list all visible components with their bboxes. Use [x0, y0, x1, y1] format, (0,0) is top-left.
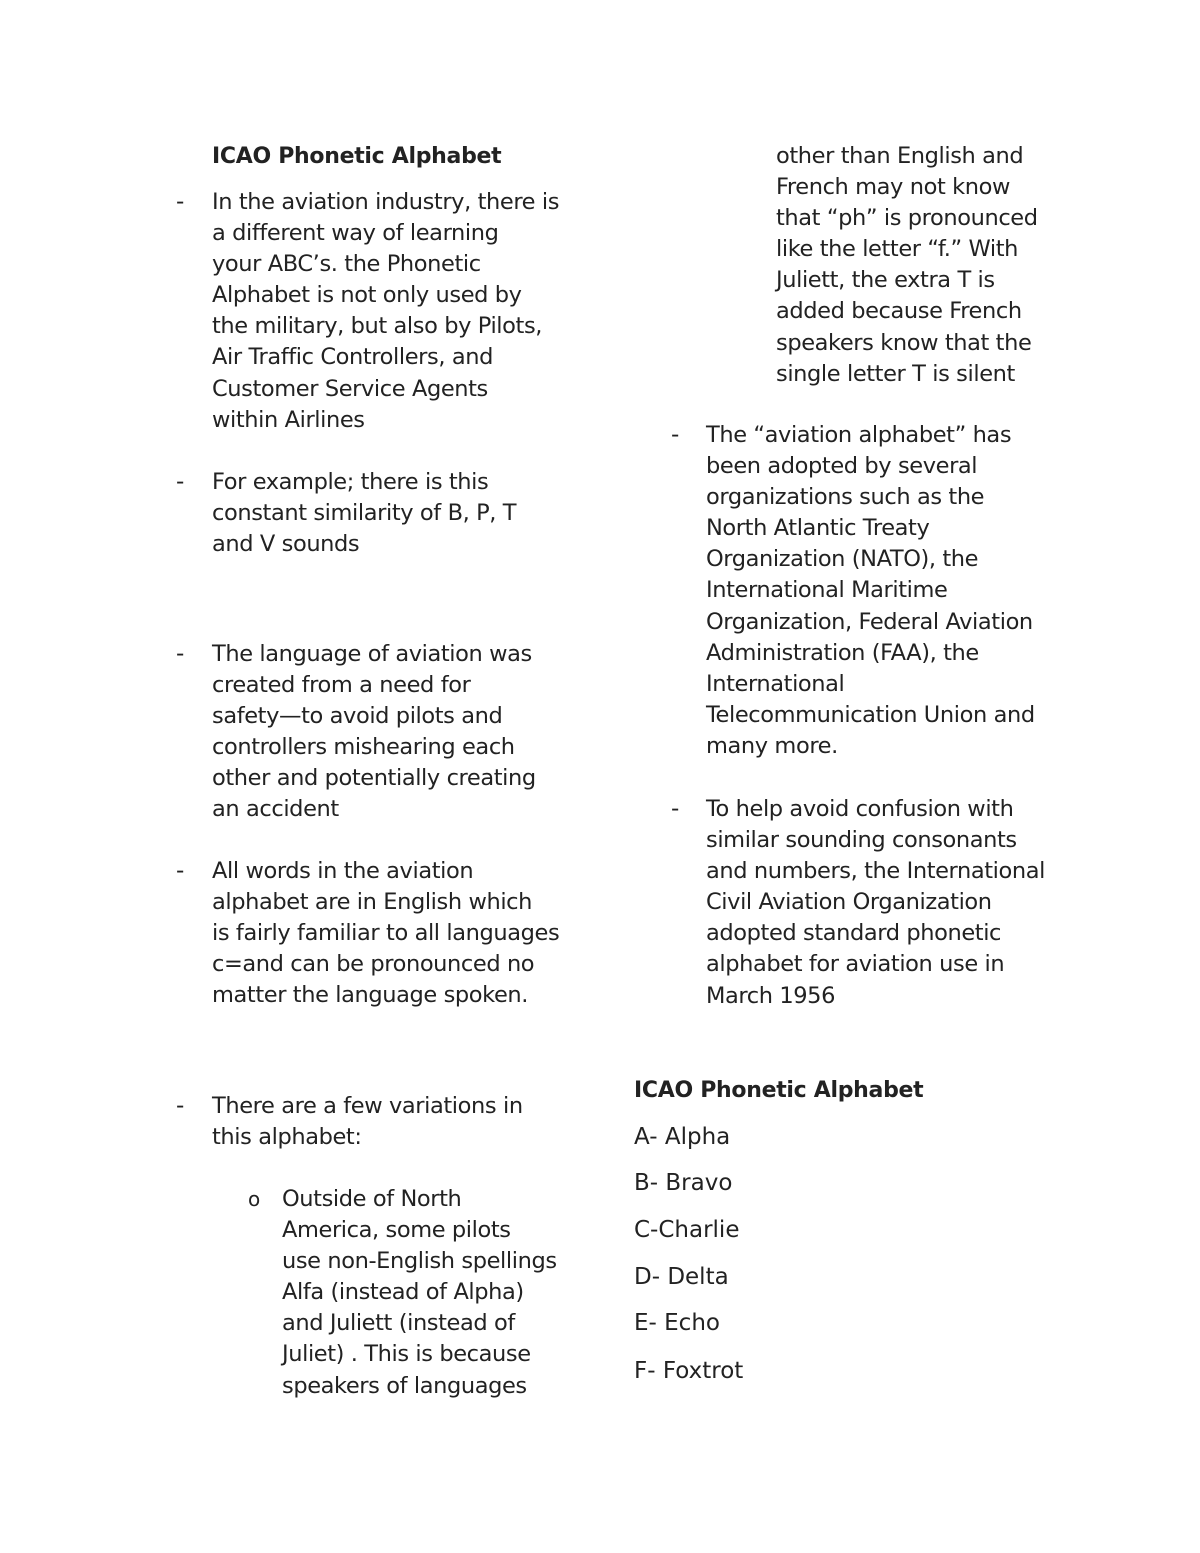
paragraph-line: Organization, Federal Aviation [706, 608, 1033, 635]
bullet-paragraph-variations [212, 1091, 523, 1153]
paragraph-line: added because French [776, 298, 1022, 325]
bullet-dash-marker: - [176, 641, 185, 667]
bullet-dash-marker: - [176, 1093, 185, 1119]
bullet-paragraph-avoid-confusion [706, 794, 1045, 1012]
paragraph-line: an accident [212, 796, 339, 823]
paragraph-line: America, some pilots [282, 1217, 511, 1244]
alphabet-item: F- Foxtrot [634, 1358, 744, 1384]
paragraph-line: Outside of North [282, 1186, 462, 1212]
sub-bullet-marker: o [248, 1187, 261, 1211]
paragraph-line: safety—to avoid pilots and [212, 703, 503, 730]
paragraph-line: Organization (NATO), the [706, 546, 979, 573]
paragraph-line: that “ph” is pronounced [776, 205, 1038, 232]
bullet-paragraph-aviation-industry [212, 187, 559, 436]
paragraph-line: The language of aviation was [212, 641, 532, 667]
bullet-dash-marker: - [671, 796, 680, 822]
paragraph-line: a different way of learning [212, 220, 499, 247]
bullet-paragraph-language-of-aviation [212, 639, 536, 826]
paragraph-line: speakers know that the [776, 329, 1032, 356]
paragraph-line: There are a few variations in [212, 1093, 523, 1119]
paragraph-line: controllers mishearing each [212, 734, 515, 761]
bullet-dash-marker: - [671, 422, 680, 448]
paragraph-line: the military, but also by Pilots, [212, 313, 543, 340]
paragraph-line: other than English and [776, 143, 1024, 169]
paragraph-line: North Atlantic Treaty [706, 515, 930, 542]
paragraph-line: To help avoid confusion with [706, 796, 1014, 822]
paragraph-line: constant similarity of B, P, T [212, 500, 517, 527]
paragraph-line: alphabet are in English which [212, 889, 533, 916]
paragraph-line: Air Traffic Controllers, and [212, 344, 493, 371]
paragraph-line: speakers of languages [282, 1372, 527, 1399]
alphabet-item: E- Echo [634, 1310, 720, 1336]
bullet-dash-marker: - [176, 469, 185, 495]
alphabet-item: A- Alpha [634, 1124, 731, 1150]
bullet-paragraph-all-words [212, 856, 559, 1011]
paragraph-line: Alphabet is not only used by [212, 282, 522, 309]
paragraph-line: this alphabet: [212, 1124, 362, 1151]
paragraph-line: use non-English spellings [282, 1248, 557, 1275]
bullet-dash-marker: - [176, 858, 185, 884]
paragraph-line: Civil Aviation Organization [706, 889, 992, 916]
paragraph-line: and Juliett (instead of [282, 1310, 515, 1337]
paragraph-line: and V sounds [212, 531, 360, 558]
paragraph-line: The “aviation alphabet” has [706, 422, 1012, 448]
sub-bullet-paragraph-spellings [282, 1184, 557, 1402]
paragraph-line: c=and can be pronounced no [212, 951, 535, 978]
paragraph-line: French may not know [776, 174, 1010, 201]
paragraph-line: many more. [706, 732, 838, 759]
paragraph-line: created from a need for [212, 672, 471, 699]
paragraph-line: Juliet) . This is because [282, 1341, 531, 1368]
paragraph-line: All words in the aviation [212, 858, 474, 884]
paragraph-line: Juliett, the extra T is [776, 267, 995, 294]
paragraph-line: like the letter “f.” With [776, 236, 1018, 263]
paragraph-line: is fairly familiar to all languages [212, 920, 560, 947]
alphabet-item: B- Bravo [634, 1170, 733, 1196]
paragraph-line: adopted standard phonetic [706, 920, 1002, 947]
paragraph-line: and numbers, the International [706, 858, 1046, 885]
paragraph-line: other and potentially creating [212, 765, 536, 792]
paragraph-line: alphabet for aviation use in [706, 951, 1005, 978]
bullet-paragraph-example [212, 467, 516, 560]
paragraph-line: March 1956 [706, 982, 836, 1009]
paragraph-line: single letter T is silent [776, 360, 1015, 387]
bullet-paragraph-adopted-by [706, 420, 1035, 762]
paragraph-line: Administration (FAA), the [706, 639, 979, 666]
paragraph-line: within Airlines [212, 406, 365, 433]
paragraph-line: your ABC’s. the Phonetic [212, 251, 481, 278]
paragraph-line: For example; there is this [212, 469, 489, 495]
paragraph-line: similar sounding consonants [706, 827, 1017, 854]
paragraph-line: International [706, 670, 845, 697]
page-title: ICAO Phonetic Alphabet [212, 144, 502, 169]
paragraph-line: In the aviation industry, there is [212, 189, 560, 215]
bullet-dash-marker: - [176, 189, 185, 215]
paragraph-line: Customer Service Agents [212, 375, 488, 402]
alphabet-item: C-Charlie [634, 1217, 740, 1243]
paragraph-line: matter the language spoken. [212, 982, 529, 1009]
paragraph-line: International Maritime [706, 577, 948, 604]
paragraph-line: been adopted by several [706, 453, 978, 480]
paragraph-line: organizations such as the [706, 484, 985, 511]
sub-bullet-continuation [776, 141, 1038, 390]
paragraph-line: Telecommunication Union and [706, 701, 1035, 728]
alphabet-heading: ICAO Phonetic Alphabet [634, 1078, 924, 1103]
paragraph-line: Alfa (instead of Alpha) [282, 1279, 524, 1306]
alphabet-item: D- Delta [634, 1264, 729, 1290]
